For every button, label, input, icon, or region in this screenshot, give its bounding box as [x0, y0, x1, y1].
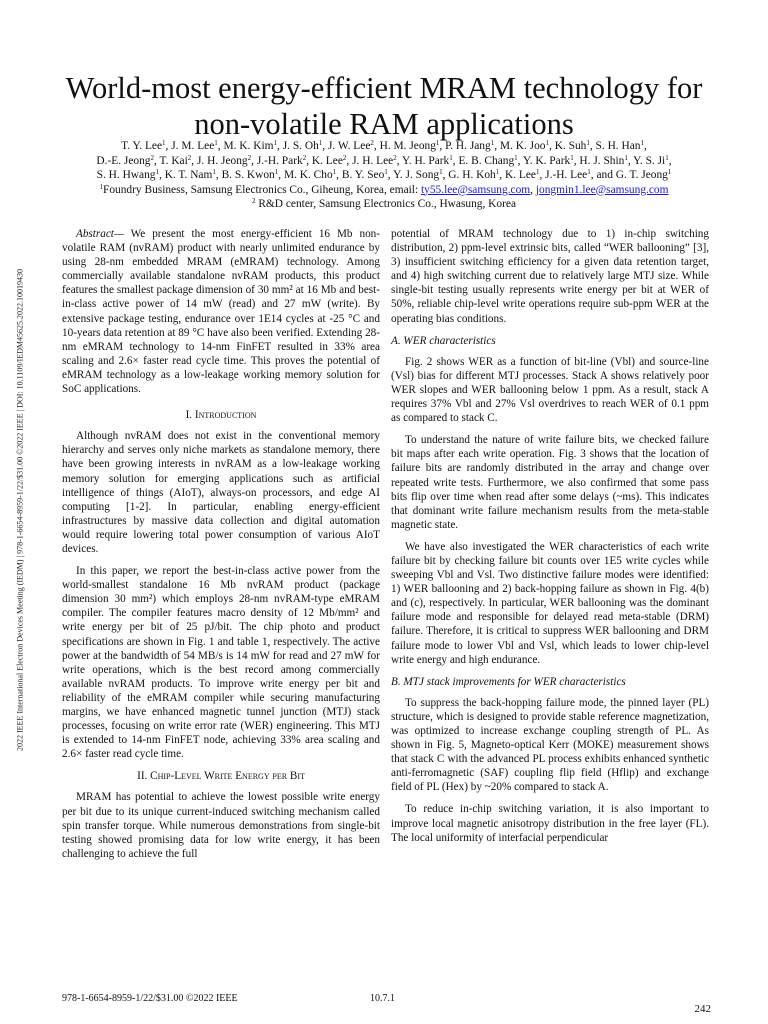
author-name: M. K. Joo [499, 140, 546, 152]
author-affiliation-mark: 1 [495, 168, 500, 176]
author-affiliation-mark: 1 [212, 168, 216, 176]
author-affiliation-mark: 1 [435, 139, 440, 147]
author-name: and G. T. Jeong [596, 169, 668, 181]
author-affiliation-mark: 2 [370, 139, 374, 147]
email-link-2[interactable]: jongmin1.lee@samsung.com [535, 183, 669, 196]
author-affiliation-mark: 2 [393, 153, 397, 162]
affiliation-2 [24, 197, 744, 212]
author-name: T. Kai [159, 154, 188, 167]
author-name: T. Y. Lee [121, 140, 163, 152]
subsection-b-paragraph-1: To suppress the back-hopping failure mode, the pinned layer (PL) structure, which is designed to provide stable reference magnetization, was optimized to increase exchange coupling strength of PL. As shown in Fig. 5, Magneto-optical Kerr (MOKE) measurement shows that stack C with the advanced PL process exhibits enhanced synthetic anti-ferromagnetic (SAF) coupling flip field (Hflip) and exchange field of PL (Hex) by ~20% compared to stack A. [391, 696, 709, 794]
author-affiliation-mark: 1 [214, 139, 218, 147]
author-affiliation-mark: 1 [586, 139, 590, 147]
author-affiliation-mark: 1 [384, 168, 388, 176]
author-affiliation-mark: 1 [640, 139, 644, 147]
footer-copyright: 978-1-6654-8959-1/22/$31.00 ©2022 IEEE [62, 993, 238, 1004]
author-name: S. H. Hwang [96, 169, 156, 181]
section-2-title: Chip-Level Write Energy per Bit [150, 770, 305, 783]
author-name: E. B. Chang [458, 154, 515, 167]
author-name: J. W. Lee [327, 140, 371, 152]
left-column [62, 227, 380, 869]
author-name: Y. J. Song [393, 169, 440, 181]
section-1-number: I. [185, 409, 193, 422]
page-number: 242 [694, 1003, 711, 1015]
author-name: Y. H. Park [402, 154, 450, 167]
author-name: M. K. Kim [223, 140, 274, 152]
author-affiliation-mark: 2 [302, 153, 307, 162]
author-affiliation-mark: 1 [490, 139, 495, 147]
section-1-title: Introduction [194, 409, 257, 422]
author-name: K. Lee [311, 154, 343, 167]
author-affiliation-mark: 1 [439, 168, 443, 176]
author-name: K. Lee [504, 169, 536, 181]
author-affiliation-mark: 1 [332, 168, 337, 176]
author-affiliation-mark: 1 [570, 153, 574, 162]
subsection-heading-mtj: B. MTJ stack improvements for WER characteristics [391, 675, 626, 688]
subsection-a-paragraph-2: To understand the nature of write failure bits, we checked failure bit maps after each write operation. Fig. 3 shows that the location of failure bits are randomly distributed in the array and change over repeated write tests. Furthermore, we also confirmed that some pass bits flip over time when read after some delays (~ms). This indicates that dominant write failure mechanism results from the meta-stable magnetic state. [391, 434, 709, 531]
side-citation [15, 268, 25, 752]
author-affiliation-mark: 1 [624, 153, 628, 162]
author-name: H. J. Shin [579, 154, 625, 167]
author-name: P. H. Jang [445, 140, 491, 152]
author-affiliation-mark: 1 [514, 153, 518, 162]
section-2-paragraph-1: MRAM has potential to achieve the lowest possible write energy per bit due to its unique current-induced switching mechanism called spin transfer torque. While numerous demonstrations from single-bit testing showed promising data for low write energy, it has been challenging to achieve the full [62, 791, 380, 860]
author-name: J. H. Jeong [196, 154, 248, 167]
paper-title [0, 70, 768, 142]
author-affiliation-mark: 1 [274, 168, 279, 176]
author-name: J. H. Lee [352, 154, 394, 167]
author-name: K. Suh [554, 140, 587, 152]
intro-paragraph-2: In this paper, we report the best-in-class active power from the world-smallest standalone 16 Mb nvRAM product (package dimension 30 mm²) which employs 28-nm nvRAM-type eMRAM compiler. The compiler features macro density of 12 Mb/mm² and write energy per bit of 25 pJ/bit. The chip photo and product specifications are shown in Fig. 1 and table 1, respectively. The active power at the bandwidth of 54 MB/s is 14 mW for read and 27 mW for write operations, which is the best record among commercially available nvRAM products. To improve write energy per bit and reliability of the eMRAM compiler while securing manufacturing margins, we have enhanced magnetic tunnel junction (MTJ) stack processes, focusing on write error rate (WER) engineering. This MTJ is extended to 14-nm FinFET node, achieving 33% area scaling and 2.6× faster read cycle time. [62, 565, 380, 761]
abstract-text: We present the most energy-efficient 16 Mb non-volatile RAM (nvRAM) product with nearly unlimited endurance by using 28-nm embedded MRAM (eMRAM) technology. Among commercially available standalone nvRAM products, this product features the smallest package dimension of 30 mm² at 16 Mb and best-in-class active power of 14 mW (read) and 27 mW (write). By extensive package testing, endurance over 1E14 cycles at -25 °C and 10-years data retention at 89 °C have also been verified. Extending 28-nm eMRAM technology to 14-nm FinFET resulted in 33% area scaling and 2.6× faster read cycle time. This proves the potential of eMRAM technology as a low-leakage working memory solution for SoC applications. [62, 228, 380, 396]
author-name: B. Y. Seo [341, 169, 385, 181]
affiliation-1 [24, 183, 744, 198]
author-affiliation-mark: 1 [587, 168, 591, 176]
author-affiliation-mark: 1 [535, 168, 540, 176]
author-affiliation-mark: 1 [273, 139, 277, 147]
author-name: J.-H. Park [256, 154, 303, 167]
author-name: K. T. Nam [164, 169, 213, 181]
affiliation-1-text: Foundry Business, Samsung Electronics Co., Giheung, Korea, email: [103, 183, 421, 196]
author-affiliation-mark: 2 [342, 153, 347, 162]
subsection-b-paragraph-2: To reduce in-chip switching variation, it is also important to improve local magnetic anisotropy distribution in the free layer (FL). The local uniformity of interfacial perpendicular [391, 803, 709, 844]
email-separator: , [530, 183, 536, 196]
section-heading-introduction [62, 408, 380, 422]
author-affiliation-mark: 2 [247, 153, 252, 162]
author-affiliation-mark: 1 [667, 168, 672, 176]
email-link-1[interactable]: ty55.lee@samsung.com [420, 183, 531, 196]
abstract-label: Abstract— [76, 228, 124, 240]
author-name: Y. K. Park [522, 154, 571, 167]
affiliation-2-mark: 2 [251, 197, 256, 205]
author-name: B. S. Kwon [221, 169, 275, 181]
author-name: G. H. Koh [448, 169, 496, 181]
section-2-number: II. [137, 770, 148, 783]
right-column [391, 227, 709, 853]
abstract-paragraph [62, 227, 380, 396]
author-block [24, 139, 744, 212]
section-2-continued-paragraph: potential of MRAM technology due to 1) in-chip switching distribution, 2) ppm-level extrinsic bits, called “WER ballooning” [3], 3) insufficient switching efficiency for a given data retention target, and 4) high switching current due to relatively large MTJ size. While single-bit testing usually represents write energy per bit at WER of 50%, reliable chip-level write operations require sub-ppm WER at the operating bias conditions. [391, 228, 709, 325]
author-affiliation-mark: 1 [318, 139, 323, 147]
author-affiliation-mark: 1 [162, 139, 166, 147]
author-affiliation-mark: 1 [155, 168, 159, 176]
author-name: D.-E. Jeong [96, 154, 151, 167]
author-name: J. M. Lee [171, 140, 215, 152]
side-citation-text: 2022 IEEE International Electron Devices Meeting (IEDM) | 978-1-6654-8959-1/22/$31.00 ©2022 IEEE | DOI: 10.1109/IEDM45625.2022.10019430 [15, 268, 25, 752]
author-line-3: S. H. Hwang$^1$, K. T. Nam$^1$, B. S. Kwon$^1$, M. K. Cho$^1$, B. Y. Seo$^1$, Y. J. Song$^1$, G. H. Koh$^1$, K. Lee$^1$, J.-H. Lee$^1$, and G. T. Jeong$^1$ [96, 168, 672, 181]
footer-session-number: 10.7.1 [370, 993, 395, 1004]
section-heading-write-energy [62, 769, 380, 783]
subsection-heading-wer: A. WER characteristics [391, 334, 496, 347]
intro-paragraph-1: Although nvRAM does not exist in the conventional memory hierarchy and serves only niche markets as standalone memory, there have been growing interests in nvRAM as a low-leakage working memory solution for emerging applications such as artificial intelligence of things (AIoT), always-on processors, and edge AI computing [1-2]. In particular, enabling energy-efficient infrastructures by massive data collection and digital automation would require lowering total power consumption of various AIoT devices. [62, 430, 380, 555]
author-name: J. S. Oh [282, 140, 319, 152]
author-name: S. H. Han [595, 140, 641, 152]
affiliation-2-text: R&D center, Samsung Electronics Co., Hwasung, Korea [255, 198, 517, 210]
author-affiliation-mark: 1 [449, 153, 453, 162]
author-name: H. M. Jeong [379, 140, 436, 152]
subsection-a-paragraph-1: Fig. 2 shows WER as a function of bit-line (Vbl) and source-line (Vsl) bias for different MTJ processes. Stack A shows relatively poor WER slopes and WER ballooning below 1 ppm. As a result, stack A requires 37% Vbl and 27% Vsl overdrives to reach WER of 0.1 ppm as compared to stack C. [391, 355, 709, 425]
title-line-2: non-volatile RAM applications [194, 107, 574, 141]
author-affiliation-mark: 2 [150, 153, 155, 162]
affiliation-1-mark: 1 [99, 182, 104, 191]
author-name: Y. S. Ji [633, 154, 666, 167]
author-affiliation-mark: 2 [187, 153, 192, 162]
author-affiliation-mark: 1 [545, 139, 549, 147]
author-line-1: T. Y. Lee$^1$, J. M. Lee$^1$, M. K. Kim$^1$, J. S. Oh$^1$, J. W. Lee$^2$, H. M. Jeong$^1$, P. H. Jang$^1$, M. K. Joo$^1$, K. Suh$^1$, S. H. Han$^1$, [121, 139, 647, 152]
author-name: J.-H. Lee [545, 169, 588, 181]
author-line-2: D.-E. Jeong$^2$, T. Kai$^2$, J. H. Jeong$^2$, J.-H. Park$^2$, K. Lee$^2$, J. H. Lee$^2$, Y. H. Park$^1$, E. B. Chang$^1$, Y. K. Park$^1$, H. J. Shin$^1$, Y. S. Ji$^1$, [96, 153, 672, 167]
author-name: M. K. Cho [283, 169, 333, 181]
subsection-a-paragraph-3: We have also investigated the WER characteristics of each write failure bit by checking failure bit counts over 1E5 write cycles while sweeping Vbl and Vsl. Two distinctive failure modes were identified: 1) WER ballooning and 2) back-hopping failure as shown in Fig. 4(b) and (c), respectively. In particular, WER ballooning was the dominant failure mode and responsible for delayed read meta-stable (DRM) failure. Therefore, it is critical to suppress WER ballooning and DRM failure mode to lower Vbl and Vsl, which leads to lower chip-level write energy and high endurance. [391, 540, 709, 666]
author-affiliation-mark: 1 [665, 153, 669, 162]
title-line-1: World-most energy-efficient MRAM technology for [65, 71, 703, 105]
